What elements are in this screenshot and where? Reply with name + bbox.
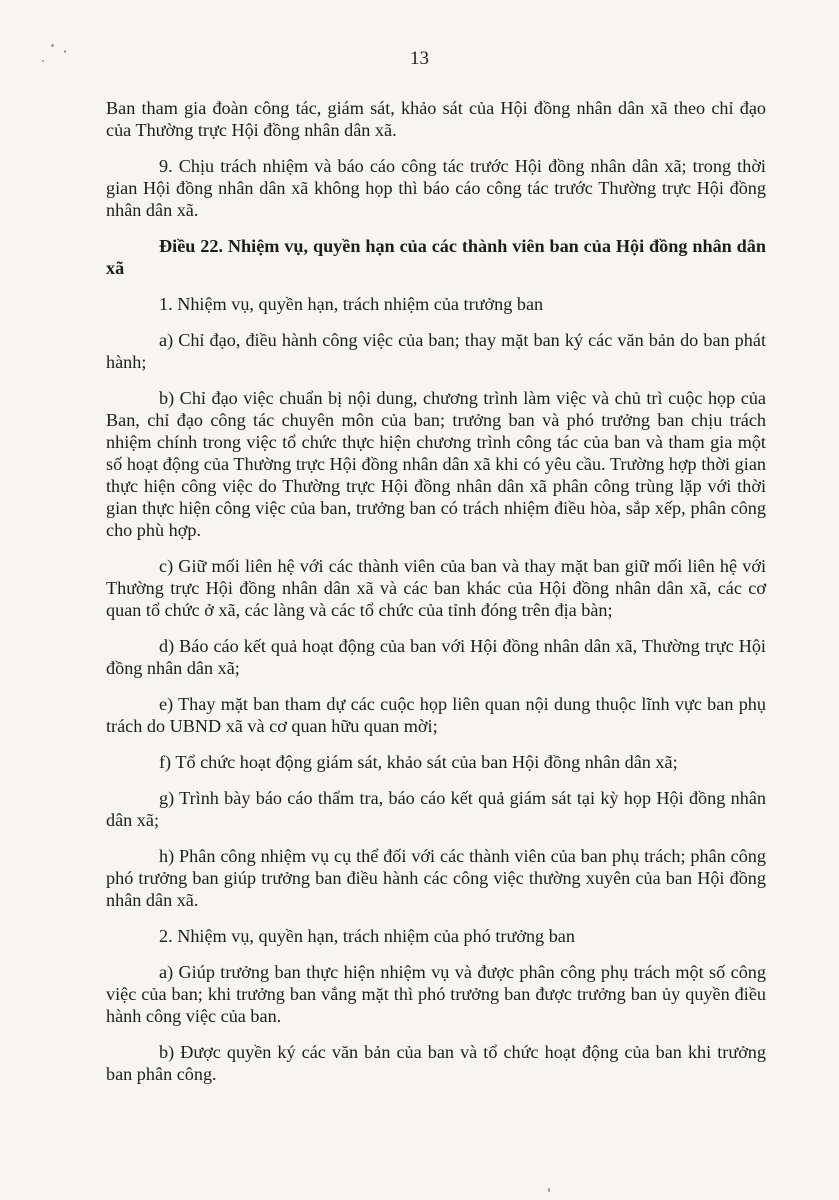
paragraph: a) Giúp trưởng ban thực hiện nhiệm vụ và được phân công phụ trách một số công việc của ban; khi trưởng ban vắng mặt thì phó trưởng ban được trưởng ban ủy quyền điều hành công việc của ban. (106, 962, 766, 1026)
article-heading: Điều 22. Nhiệm vụ, quyền hạn của các thành viên ban của Hội đồng nhân dân xã (106, 236, 766, 278)
paragraph: f) Tổ chức hoạt động giám sát, khảo sát của ban Hội đồng nhân dân xã; (159, 752, 678, 772)
scan-speck (51, 44, 54, 47)
scan-speck (548, 1188, 550, 1192)
section-heading: 1. Nhiệm vụ, quyền hạn, trách nhiệm của trưởng ban (159, 294, 544, 314)
paragraph: g) Trình bày báo cáo thẩm tra, báo cáo kết quả giám sát tại kỳ họp Hội đồng nhân dân xã; (106, 788, 766, 830)
paragraph: a) Chỉ đạo, điều hành công việc của ban; thay mặt ban ký các văn bản do ban phát hành; (106, 330, 766, 372)
document-body (106, 97, 766, 1099)
section-heading: 2. Nhiệm vụ, quyền hạn, trách nhiệm của phó trưởng ban (159, 926, 575, 946)
paragraph: Ban tham gia đoàn công tác, giám sát, khảo sát của Hội đồng nhân dân xã theo chỉ đạo của Thường trực Hội đồng nhân dân xã. (106, 98, 766, 140)
paragraph: c) Giữ mối liên hệ với các thành viên của ban và thay mặt ban giữ mối liên hệ với Thường trực Hội đồng nhân dân xã và các ban khác của Hội đồng nhân dân xã, các cơ quan tổ chức ở xã, các làng và các tổ chức của tỉnh đóng trên địa bàn; (106, 556, 766, 620)
paragraph: 9. Chịu trách nhiệm và báo cáo công tác trước Hội đồng nhân dân xã; trong thời gian Hội đồng nhân dân xã không họp thì báo cáo công tác trước Thường trực Hội đồng nhân dân xã. (106, 156, 766, 220)
page-number: 13 (410, 48, 429, 69)
paragraph: h) Phân công nhiệm vụ cụ thể đối với các thành viên của ban phụ trách; phân công phó trưởng ban giúp trưởng ban điều hành các công việc thường xuyên của ban Hội đồng nhân dân xã. (106, 846, 766, 910)
paragraph: d) Báo cáo kết quả hoạt động của ban với Hội đồng nhân dân xã, Thường trực Hội đồng nhân dân xã; (106, 636, 766, 678)
paragraph: b) Được quyền ký các văn bản của ban và tổ chức hoạt động của ban khi trưởng ban phân công. (106, 1042, 766, 1084)
paragraph: b) Chỉ đạo việc chuẩn bị nội dung, chương trình làm việc và chủ trì cuộc họp của Ban, chỉ đạo công tác chuyên môn của ban; trưởng ban và phó trưởng ban chịu trách nhiệm chính trong việc tổ chức thực hiện chương trình công tác của ban và tham gia một số hoạt động của Thường trực Hội đồng nhân dân xã khi có yêu cầu. Trường hợp thời gian thực hiện công việc do Thường trực Hội đồng nhân dân xã phân công trùng lặp với thời gian thực hiện công việc của ban, trưởng ban có trách nhiệm điều hòa, sắp xếp, phân công cho phù hợp. (106, 388, 766, 540)
paragraph: e) Thay mặt ban tham dự các cuộc họp liên quan nội dung thuộc lĩnh vực ban phụ trách do UBND xã và cơ quan hữu quan mời; (106, 694, 766, 736)
